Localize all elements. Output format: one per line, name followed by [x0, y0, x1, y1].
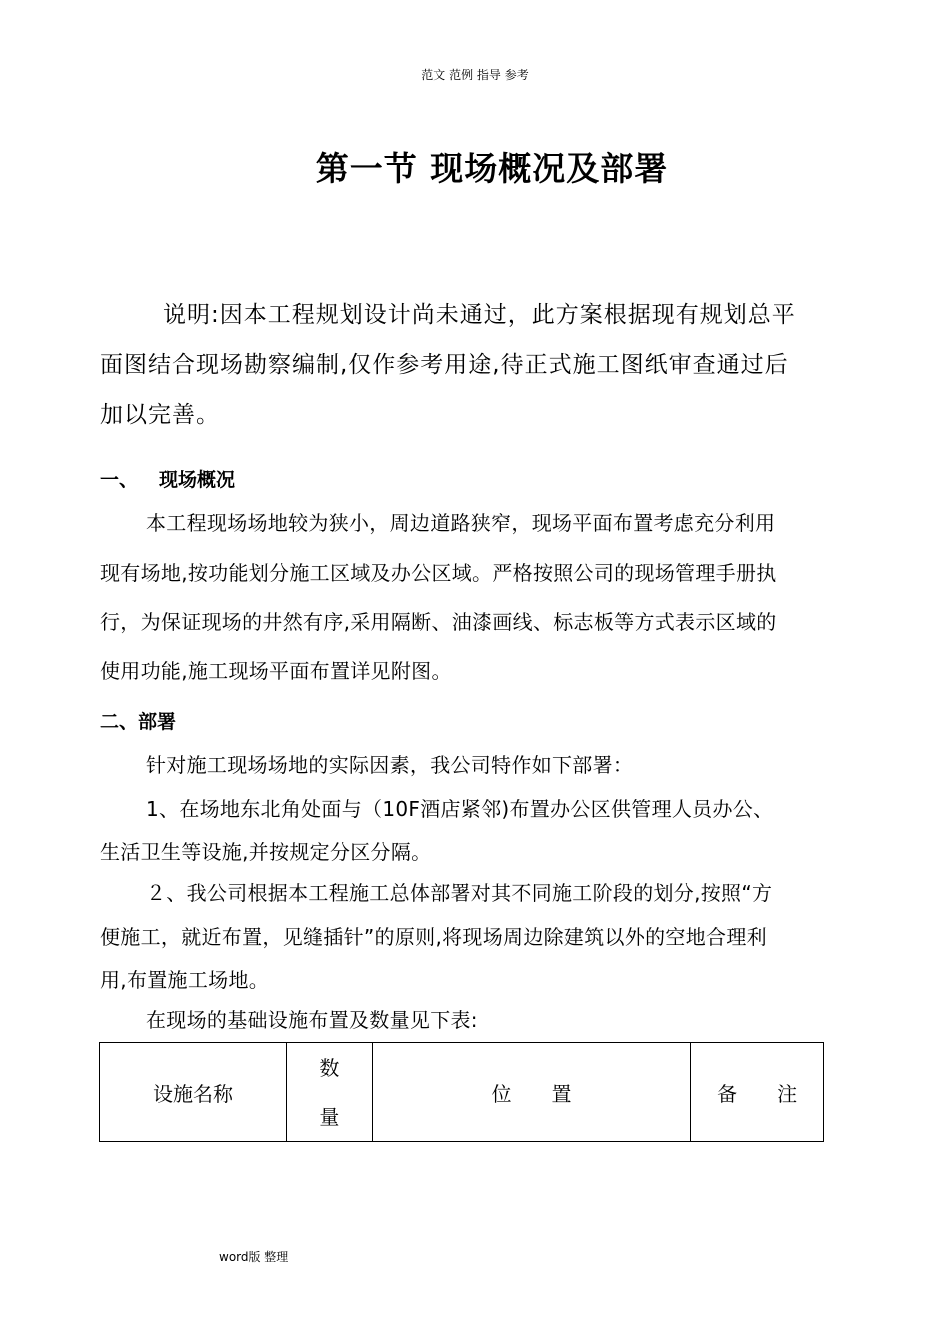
intro-line-3: 加以完善。: [100, 402, 220, 428]
page-header: 范文 范例 指导 参考: [421, 68, 529, 82]
section2-line-7: 在现场的基础设施布置及数量见下表:: [146, 1008, 478, 1032]
page-footer: word版 整理: [219, 1250, 289, 1264]
header-quantity-top: 数: [319, 1056, 340, 1080]
section2-heading: 二、部署: [100, 711, 177, 733]
facility-table: [99, 1042, 824, 1142]
intro-line-1: 说明:因本工程规划设计尚未通过，此方案根据现有规划总平: [163, 302, 796, 328]
section-title: 第一节 现场概况及部署: [315, 149, 669, 188]
section1-line-4: 使用功能,施工现场平面布置详见附图。: [100, 659, 452, 683]
section1-line-3: 行，为保证现场的井然有序,采用隔断、油漆画线、标志板等方式表示区域的: [100, 610, 777, 634]
header-quantity-bottom: 量: [319, 1105, 340, 1129]
header-facility-name: 设施名称: [100, 1043, 287, 1142]
section2-line-3: 生活卫生等设施,并按规定分区分隔。: [100, 840, 432, 864]
section1-line-1: 本工程现场场地较为狭小，周边道路狭窄，现场平面布置考虑充分利用: [146, 511, 776, 535]
section2-line-2: 1、在场地东北角处面与（10F酒店紧邻)布置办公区供管理人员办公、: [146, 797, 774, 821]
section2-line-4: ２、我公司根据本工程施工总体部署对其不同施工阶段的划分,按照“方: [146, 881, 773, 905]
table-header-row: [100, 1043, 824, 1142]
section1-number: 一、: [100, 469, 139, 491]
header-quantity: [287, 1043, 373, 1142]
section2-line-5: 便施工，就近布置，见缝插针”的原则,将现场周边除建筑以外的空地合理利: [100, 925, 767, 949]
section1-heading: 现场概况: [159, 469, 236, 491]
header-remark: 备 注: [691, 1043, 824, 1142]
intro-line-2: 面图结合现场勘察编制,仅作参考用途,待正式施工图纸审查通过后: [100, 352, 789, 378]
header-location: 位 置: [372, 1043, 691, 1142]
section2-line-1: 针对施工现场场地的实际因素，我公司特作如下部署：: [146, 753, 634, 777]
section1-line-2: 现有场地,按功能划分施工区域及办公区域。严格按照公司的现场管理手册执: [100, 561, 777, 585]
section2-line-6: 用,布置施工场地。: [100, 968, 270, 992]
